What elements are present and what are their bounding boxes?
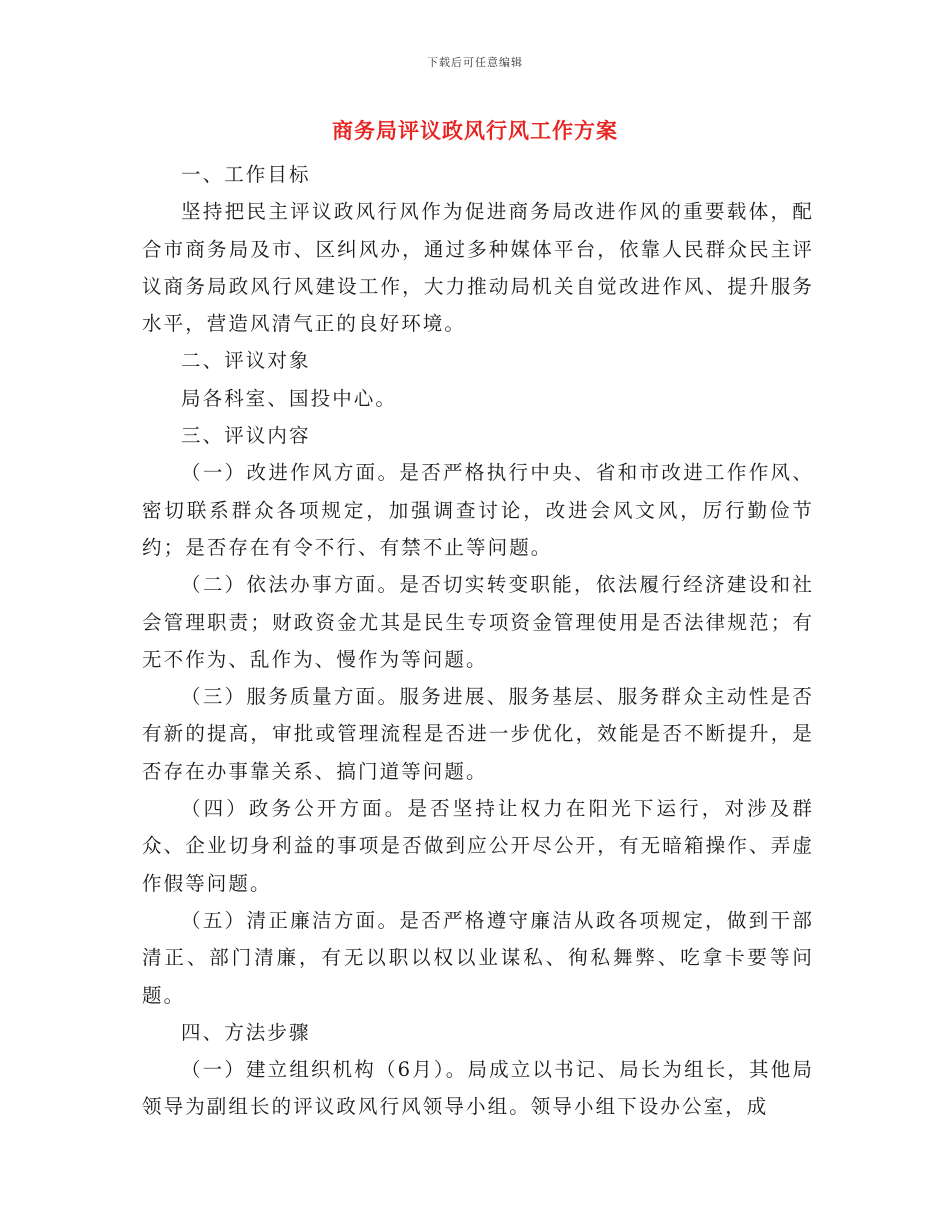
section-heading-targets: 二、评议对象 bbox=[181, 349, 311, 373]
paragraph-goals: 坚持把民主评议政风行风作为促进商务局改进作风的重要载体，配合市商务局及市、区纠风办，通过多种媒体平台，依靠人民群众民主评议商务局政风行风建设工作，大力推动局机关自觉改进作风、提升服务水平，营造风清气正的良好环境。 bbox=[142, 200, 814, 336]
document-title: 商务局评议政风行风工作方案 bbox=[332, 118, 618, 143]
paragraph-targets: 局各科室、国投中心。 bbox=[181, 386, 398, 410]
document-body bbox=[142, 156, 814, 1126]
paragraph-content-2: （二）依法办事方面。是否切实转变职能，依法履行经济建设和社会管理职责；财政资金尤其是民生专项资金管理使用是否法律规范；有无不作为、乱作为、慢作为等问题。 bbox=[142, 573, 814, 671]
paragraph-content-3: （三）服务质量方面。服务进展、服务基层、服务群众主动性是否有新的提高，审批或管理流程是否进一步优化，效能是否不断提升，是否存在办事靠关系、搞门道等问题。 bbox=[142, 685, 814, 783]
section-heading-goals: 一、工作目标 bbox=[181, 163, 311, 186]
header-note: 下载后可任意编辑 bbox=[427, 56, 523, 69]
paragraph-steps-1: （一）建立组织机构（6月）。局成立以书记、局长为组长，其他局领导为副组长的评议政风行风领导小组。领导小组下设办公室，成 bbox=[142, 1058, 814, 1119]
section-heading-content: 三、评议内容 bbox=[181, 424, 311, 448]
paragraph-content-4: （四）政务公开方面。是否坚持让权力在阳光下运行，对涉及群众、企业切身利益的事项是否做到应公开尽公开，有无暗箱操作、弄虚作假等问题。 bbox=[142, 797, 814, 895]
paragraph-content-5: （五）清正廉洁方面。是否严格遵守廉洁从政各项规定，做到干部清正、部门清廉，有无以职以权以业谋私、徇私舞弊、吃拿卡要等问题。 bbox=[142, 908, 814, 1007]
paragraph-content-1: （一）改进作风方面。是否严格执行中央、省和市改进工作作风、密切联系群众各项规定，加强调查讨论，改进会风文风，厉行勤俭节约；是否存在有令不行、有禁不止等问题。 bbox=[142, 461, 814, 559]
section-heading-steps: 四、方法步骤 bbox=[181, 1020, 311, 1044]
